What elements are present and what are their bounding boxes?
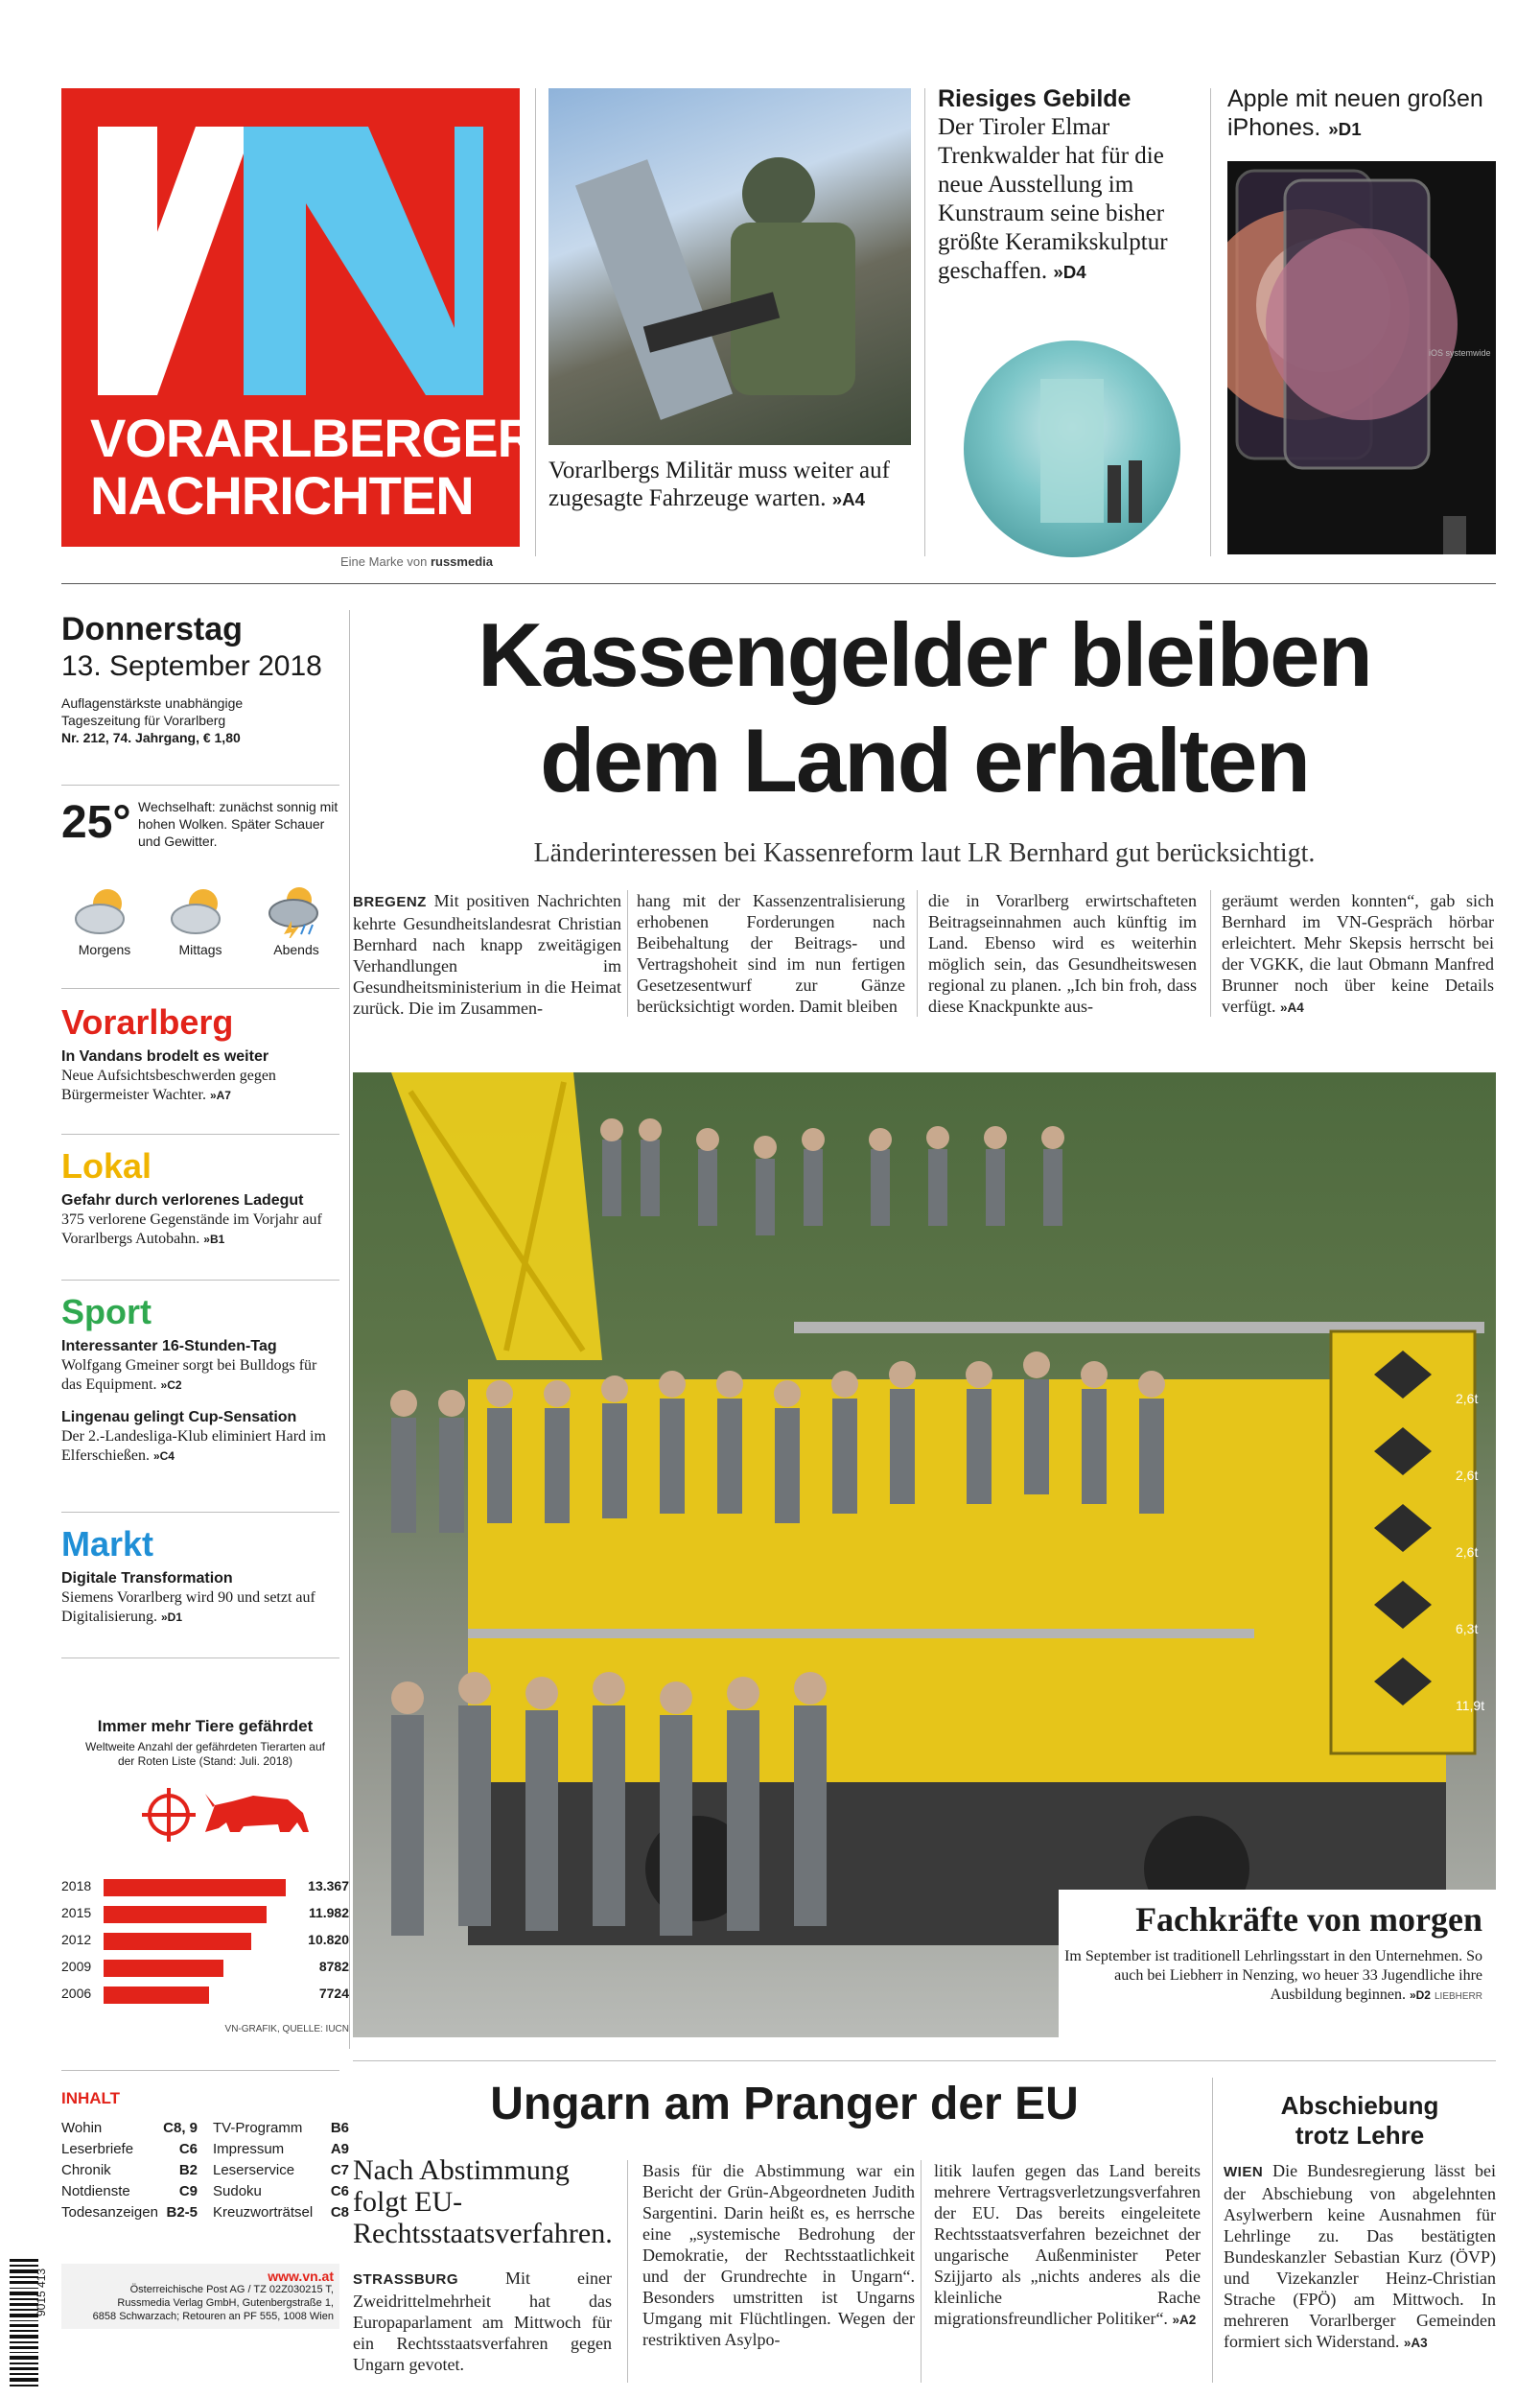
index-item[interactable]: Notdienste C9 [61,2183,198,2199]
index-item[interactable]: Todesanzeigen B2-5 [61,2204,198,2221]
section-item-ref: »B1 [203,1233,225,1246]
eu-dateline: STRASSBURG [353,2271,459,2288]
lead-col1: BREGENZ Mit positiven Nachrichten kehrte Gesundheitslandesrat Christian Bernhard nach knapp zweitägigen Verhandlungen im Gesundheitsministerium in die Heimat zurück. Die im Zusammen- [353,891,621,1018]
section-item-body: Neue Aufsichtsbeschwerden gegen Bürgermeister Wachter. [61,1068,276,1103]
sculpture-illustration [964,341,1180,557]
bar-row [61,1902,349,1927]
eu-col3: litik laufen gegen das Land bereits mehrere Vertragsverletzungsverfahren der EU. Das bereits eingeleitete Rechtsstaatsverfahren bezeichnet der ungarische Außenminister Peter Szijjarto als „nichts anderes als die kleinliche Rache migrationsfreundlicher Politiker“. »A2 [934,2161,1201,2328]
infographic [61,1717,349,2043]
bar [104,1960,223,1977]
storm-cloud-icon [263,881,330,938]
edition-date: 13. September 2018 [61,650,322,682]
weight-label: 6,3t [1456,1621,1479,1636]
section-sport[interactable] [61,1293,339,1466]
section-item-ref: »A7 [209,1089,231,1102]
art-teaser-text: Der Tiroler Elmar Trenkwalder hat für die neue Ausstellung im Kunstraum seine bisher größte Keramikskulptur geschaffen. [938,114,1168,284]
deport-headline-line1: Abschiebung [1280,2091,1439,2120]
bar-year: 2006 [61,1986,92,2001]
weather-desc: Wechselhaft: zunächst sonnig mit hohen Wolken. Später Schauer und Gewitter. [138,799,338,849]
index-left-col [61,2120,198,2225]
military-teaser-text: Vorarlbergs Militär muss weiter auf zugesagte Fahrzeuge warten. [548,458,890,511]
section-title: Lokal [61,1146,152,1186]
deport-dateline: WIEN [1224,2164,1264,2180]
barcode-number: 9015 413 [35,2268,48,2316]
index-item[interactable]: Sudoku C6 [213,2183,349,2199]
iphone-illustration [1227,161,1496,554]
bar [104,1906,267,1923]
weather-slot-label: Mittags [178,942,222,957]
art-teaser-title: Riesiges Gebilde [938,85,1132,112]
military-teaser[interactable] [548,457,911,513]
imprint-line3: 6858 Schwarzach; Retouren an PF 555, 1008 Wien [92,2311,334,2322]
lead-col2: hang mit der Kassenzentralisierung erhobenen Forderungen nach Beibehaltung der Beitrags- und Vertragshoheit sind im nun fertigen Gesetzesentwurf zur Gänze berücksichtigt worden. Damit bleiben [637,891,905,1016]
index-item[interactable]: Kreuzworträtsel C8 [213,2204,349,2221]
military-photo[interactable] [548,88,911,445]
edition-box [61,610,339,746]
deport-headline-line2: trotz Lehre [1295,2121,1425,2150]
weather-slot-mittags [157,881,244,957]
bar-row [61,1983,349,2008]
imprint-line2: Russmedia Verlag GmbH, Gutenbergstraße 1, [117,2297,334,2309]
soldier-illustration [548,88,911,445]
bar-chart [61,1875,349,2010]
bar-value: 10.820 [308,1932,349,1947]
bar-year: 2009 [61,1959,92,1974]
section-lokal[interactable] [61,1147,339,1249]
bar-value: 11.982 [308,1905,349,1920]
weight-label: 2,6t [1456,1544,1479,1560]
photo-caption-title: Fachkräfte von morgen [1135,1900,1482,1939]
apple-photo[interactable] [1227,161,1496,554]
sun-cloud-icon [71,881,138,938]
edition-issue: Nr. 212, 74. Jahrgang, € 1,80 [61,730,241,745]
lead-subhead: Länderinteressen bei Kassenreform laut LR Bernhard gut berücksichtigt. [533,838,1316,868]
deport-body: WIEN Die Bundesregierung lässt bei der Abschiebung von abgelehnten Asylwerbern keine Ausnahmen für Lehrlinge zu. Das bestätigten Bundeskanzler Sebastian Kurz (ÖVP) und Vizekanzler Heinz-Christian Strache (FPÖ) am Mittwoch. In mehreren Vorarlberger Gemeinden formiert sich Widerstand. »A3 [1224,2161,1496,2351]
bar-value: 13.367 [308,1878,349,1893]
lead-dateline: BREGENZ [353,894,427,910]
eu-col1: STRASSBURG Mit einer Zweidrittelmehrheit hat das Europaparlament am Mittwoch für ein Rechtsstaatsverfahren gegen Ungarn gevotet. [353,2269,612,2374]
section-item-ref: »D1 [160,1610,182,1624]
deport-ref: »A3 [1403,2336,1428,2350]
infographic-subtitle: Weltweite Anzahl der gefährdeten Tierarten auf der Roten Liste (Stand: Juli. 2018) [85,1740,325,1768]
eu-kicker: Nach Abstimmung folgt EU-Rechtsstaatsverfahren. [353,2154,613,2249]
art-teaser[interactable] [938,84,1189,287]
weather-slot-label: Morgens [78,942,131,957]
lead-headline[interactable] [353,602,1496,813]
bar-value: 7724 [318,1986,349,2001]
masthead-name-line2: NACHRICHTEN [90,465,474,526]
photo-caption-ref: »D2 [1409,1988,1431,2002]
brand-line [340,554,493,569]
apple-teaser-ref: »D1 [1328,119,1362,139]
section-item-body: Wolfgang Gmeiner sorgt bei Bulldogs für das Equipment. [61,1357,317,1393]
photo-caption-text: Im September ist traditionell Lehrlingsstart in den Unternehmen. So auch bei Liebherr in Nenzing, wo heuer 33 Jugendliche ihre Ausbildung beginnen. [1064,1948,1482,2003]
section-item-head: Gefahr durch verlorenes Ladegut [61,1192,304,1209]
imprint-url[interactable]: www.vn.at [268,2269,334,2284]
edition-weekday: Donnerstag [61,611,243,647]
bar-row [61,1956,349,1981]
imprint-box [61,2264,339,2329]
section-item-ref: »C4 [152,1449,175,1463]
index-item[interactable]: Wohin C8, 9 [61,2120,198,2136]
section-item-body: 375 verlorene Gegenstände im Vorjahr auf Vorarlbergs Autobahn. [61,1211,322,1247]
section-item-head: Interessanter 16-Stunden-Tag [61,1338,277,1354]
apple-teaser-text: Apple mit neuen großen iPhones. [1227,85,1483,141]
weight-labels [1456,1360,1494,1744]
index-item[interactable]: Leserservice C7 [213,2162,349,2178]
deport-headline[interactable] [1224,2091,1496,2151]
index-item[interactable]: Chronik B2 [61,2162,198,2178]
lead-headline-line2: dem Land erhalten [540,710,1309,811]
eu-col2: Basis für die Abstimmung war ein Bericht der Grün-Abgeordneten Judith Sargentini. Darin heißt es, es herrsche eine „systemische Bedrohung der Demokratie, der Rechtsstaatlichkeit und der Grundrechte in Ungarn“. Besonders umstritten ist Ungarns Umgang mit Flüchtlingen. Wegen der restriktiven Asylpo- [642,2161,915,2349]
masthead-name-line1: VORARLBERGER [90,408,536,468]
bar-row [61,1929,349,1954]
section-title: Vorarlberg [61,1002,234,1042]
bar-year: 2012 [61,1932,92,1947]
bar-year: 2018 [61,1878,92,1893]
section-item-head: In Vandans brodelt es weiter [61,1048,269,1065]
section-markt[interactable] [61,1525,339,1627]
photo-credit: LIEBHERR [1434,1991,1482,2002]
lead-col3: die in Vorarlberg erwirtschafteten Beitragseinnahmen auch künftig im Land. Ebenso wird es weiterhin möglich sein, das Gesundheitswesen regional zu planen. „Ich bin froh, dass diese Knackpunkte aus- [928,891,1197,1016]
art-photo[interactable] [964,341,1180,557]
bar-row [61,1875,349,1900]
barcode [10,2259,52,2388]
brand-prefix: Eine Marke von [340,554,428,569]
masthead-logo[interactable] [61,88,536,547]
weather-temp: 25° [61,797,131,848]
section-item-body: Siemens Vorarlberg wird 90 und setzt auf Digitalisierung. [61,1589,315,1625]
eu-ref: »A2 [1172,2313,1197,2327]
lead-ref: »A4 [1279,1000,1304,1015]
section-item-head: Digitale Transformation [61,1570,233,1587]
section-title: Sport [61,1292,152,1331]
index-box [61,2089,349,2225]
apple-screen-label: iOS systemwide [1429,348,1491,358]
rhino-crosshair-icon [61,1775,349,1861]
lead-headline-line1: Kassengelder bleiben [478,604,1371,705]
weather-slot-morgens [61,881,148,957]
section-vorarlberg[interactable] [61,1003,339,1105]
weight-label: 11,9t [1456,1698,1485,1713]
bar-year: 2015 [61,1905,92,1920]
apprentice-photo[interactable] [353,1072,1496,2037]
weather-slot-label: Abends [273,942,319,957]
bar-value: 8782 [318,1959,349,1974]
lead-col4: geräumt werden konnten“, gab sich Bernhard im VN-Gespräch hörbar erleichtert. Mehr Skepsis herrscht bei der VGKK, die laut Obmann Manfred Brunner noch über keine Details verfügt. »A4 [1222,891,1494,1016]
section-title: Markt [61,1524,154,1563]
weight-label: 2,6t [1456,1468,1479,1483]
infographic-title: Immer mehr Tiere gefährdet [97,1717,314,1735]
index-item[interactable]: TV-Programm B6 [213,2120,349,2136]
edition-tagline1: Auflagenstärkste unabhängige [61,695,244,711]
weight-label: 2,6t [1456,1391,1479,1406]
bar [104,1933,251,1950]
index-item[interactable]: Impressum A9 [213,2141,349,2157]
weather-slots [61,881,339,976]
section-item-body: Der 2.-Landesliga-Klub eliminiert Hard im Elferschießen. [61,1428,326,1464]
weather-slot-abends [253,881,339,957]
art-teaser-ref: »D4 [1053,262,1086,282]
section-item-ref: »C2 [160,1378,182,1392]
index-item[interactable]: Leserbriefe C6 [61,2141,198,2157]
bar [104,1879,286,1896]
infographic-source: VN-GRAFIK, QUELLE: IUCN [224,2024,349,2034]
bar [104,1987,209,2004]
eu-headline[interactable]: Ungarn am Pranger der EU [490,2079,1079,2129]
section-item-head: Lingenau gelingt Cup-Sensation [61,1409,297,1425]
index-right-col [213,2120,349,2225]
brand-name: russmedia [430,554,493,569]
military-teaser-ref: »A4 [831,489,866,509]
sun-cloud-icon [167,881,234,938]
photo-caption-box [1059,1890,1496,2037]
imprint-line1: Österreichische Post AG / TZ 02Z030215 T, [129,2284,334,2295]
apple-teaser[interactable] [1227,84,1486,144]
edition-tagline2: Tageszeitung für Vorarlberg [61,713,226,728]
index-title: INHALT [61,2089,121,2107]
